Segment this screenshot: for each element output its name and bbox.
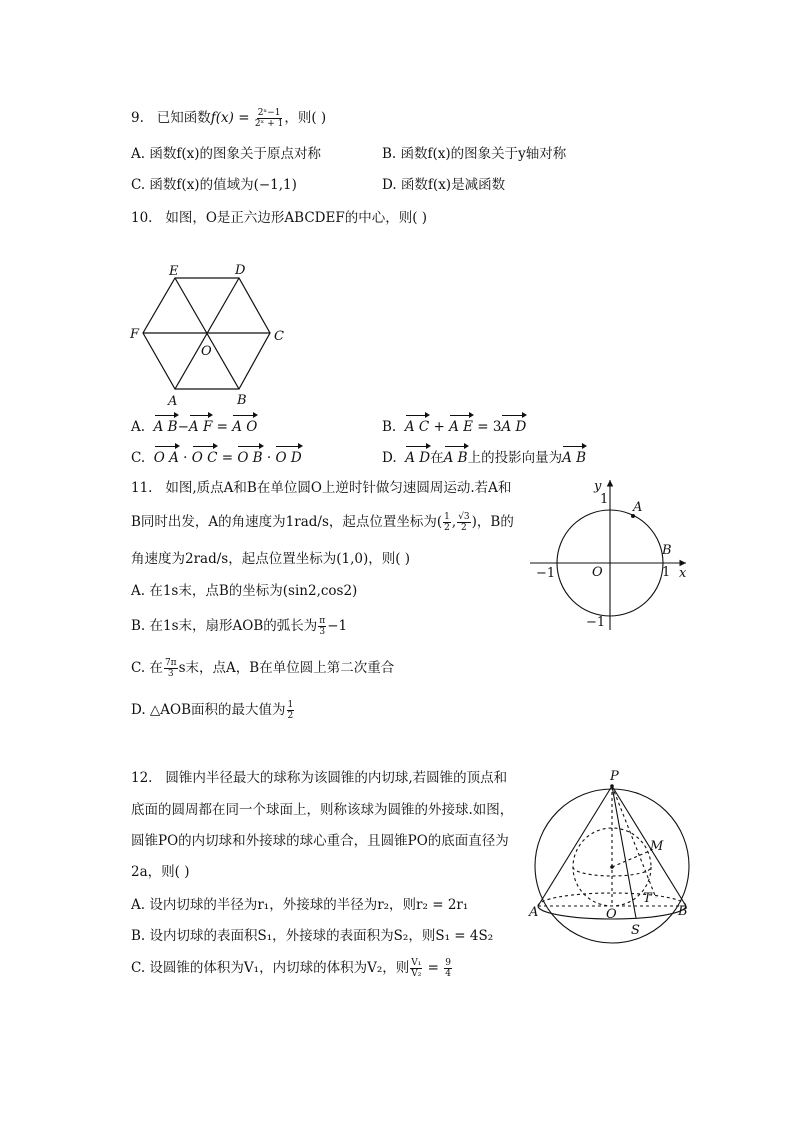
label-y: y [594, 479, 602, 494]
q11-line2-post: )，B的 [471, 514, 514, 530]
q11-d-pre: D. △AOB面积的最大值为 [131, 702, 286, 718]
q12-line1-text: 圆锥内半径最大的球称为该圆锥的内切球,若圆锥的顶点和 [165, 770, 508, 786]
vec-ab: A B [562, 445, 586, 468]
q11-line2-pre: B同时出发，A的角速度为1rad/s，起点位置坐标为( [131, 514, 443, 530]
frac-num: 7π [164, 658, 177, 668]
q11-c-pre: C. 在 [131, 660, 163, 676]
q11-stem-line3: 角速度为2rad/s，起点位置坐标为(1,0)，则( ) [131, 551, 411, 567]
frac-den: V₂ [411, 969, 422, 979]
q11-b-post: −1 [327, 618, 348, 634]
center-dot [610, 865, 614, 869]
label-a: A [529, 905, 539, 920]
q9-number: 9. [131, 110, 144, 126]
frac-num: 1 [287, 700, 294, 710]
q9-stem-text: 已知函数 [156, 110, 211, 126]
cone-sphere-figure [528, 766, 703, 946]
q10-option-b[interactable] [382, 414, 526, 437]
q10-option-a[interactable] [131, 414, 257, 437]
frac-one-half [287, 700, 295, 721]
frac-den: 4 [445, 969, 452, 979]
text-zai: 在 [430, 450, 444, 466]
frac-den: 2 [287, 711, 294, 721]
label-o: O [592, 565, 603, 580]
equals: = [423, 960, 444, 976]
q9-option-c[interactable]: C. 函数f(x)的值域为(−1,1) [131, 177, 297, 193]
q12-option-b[interactable]: B. 设内切球的表面积S₁，外接球的表面积为S₂，则S₁ = 4S₂ [131, 928, 494, 944]
q12-stem-line1 [131, 768, 507, 788]
q10-c-letter: C. [131, 450, 146, 466]
q10-b-letter: B. [382, 419, 397, 435]
equals: = [212, 419, 233, 435]
dot: · [178, 450, 192, 466]
label-s: S [631, 923, 640, 938]
label-o: O [606, 907, 617, 922]
q12-number: 12. [131, 770, 153, 786]
q11-option-c[interactable] [131, 658, 394, 679]
q11-b-pre: B. 在1s末，扇形AOB的弧长为 [131, 618, 318, 634]
q12-stem-line2: 底面的圆周都在同一个球面上，则称该球为圆锥的外接球.如图， [131, 802, 514, 818]
label-a: A [633, 500, 643, 515]
label-a: A [168, 394, 178, 408]
q12-option-a[interactable]: A. 设内切球的半径为r₁，外接球的半径为r₂，则r₂ = 2r₁ [131, 897, 469, 913]
vec-af: A F [189, 414, 212, 437]
q12-c-pre: C. 设圆锥的体积为V₁，内切球的体积为V₂，则 [131, 960, 410, 976]
q9-option-a[interactable]: A. 函数f(x)的图象关于原点对称 [131, 146, 321, 162]
vec-oc: O C [192, 445, 218, 468]
minus: − [177, 419, 189, 435]
label-e: E [169, 264, 179, 279]
q9-frac-den: 2ˣ + 1 [254, 119, 284, 129]
q11-number: 11. [131, 480, 153, 496]
q10-option-c[interactable] [131, 445, 302, 468]
frac-num: π [319, 616, 326, 626]
vec-ob: O B [237, 445, 262, 468]
q10-stem [131, 208, 427, 228]
plus: + [429, 419, 450, 435]
unit-circle-figure [528, 474, 698, 634]
frac-den: 2 [461, 523, 467, 533]
q11-option-b[interactable] [131, 616, 347, 637]
frac-pi-3 [318, 616, 326, 637]
q11-option-d[interactable] [131, 700, 295, 721]
q9-fx: f(x) [210, 110, 234, 126]
frac-num: 1 [444, 512, 450, 522]
comma: , [451, 514, 457, 530]
label-d: D [235, 263, 246, 278]
frac-den: 2 [444, 523, 450, 533]
q12-option-c[interactable] [131, 958, 453, 979]
text-projection: 上的投影向量为 [467, 450, 563, 466]
frac-7pi-3 [164, 658, 178, 679]
q11-stem-line2 [131, 512, 514, 533]
cone-side-pa [538, 786, 612, 906]
frac-num: √3 [458, 512, 470, 522]
vec-ab: A B [154, 414, 178, 437]
vec-ab: A B [444, 445, 468, 468]
vec-oa: O A [154, 445, 179, 468]
label-neg-one-left: −1 [536, 566, 556, 581]
q9-stem-post: ，则( ) [284, 110, 327, 126]
label-one-top: 1 [600, 492, 609, 507]
label-t: T [643, 891, 652, 906]
vec-ad: A D [405, 445, 430, 468]
label-p: P [610, 769, 619, 784]
frac-num: V₁ [411, 958, 422, 968]
q11-option-a[interactable]: A. 在1s末，点B的坐标为(sin2,cos2) [131, 583, 358, 599]
segment-om [612, 850, 652, 867]
q9-eq: = [233, 110, 254, 126]
equals: = [217, 450, 238, 466]
q9-option-d[interactable]: D. 函数f(x)是减函数 [382, 177, 506, 193]
frac-v1-v2 [410, 958, 422, 979]
label-m: M [650, 839, 664, 854]
label-o: O [201, 344, 212, 359]
label-one-right: 1 [662, 565, 671, 580]
q11-c-post: s末，点A，B在单位圆上第二次重合 [178, 660, 395, 676]
frac-sqrt3-half [457, 512, 470, 533]
q11-stem-line1 [131, 478, 511, 498]
label-f: F [130, 327, 140, 342]
frac-den: 3 [319, 627, 326, 637]
vec-ac: A C [405, 414, 429, 437]
vertex-p-dot [610, 784, 614, 788]
label-neg-one-bottom: −1 [586, 615, 606, 630]
q11-line1-text: 如图,质点A和B在单位圆O上逆时针做匀速圆周运动.若A和 [165, 480, 512, 496]
q9-frac-num: 2ˣ−1 [257, 108, 281, 118]
vec-ae: A E [449, 414, 473, 437]
vec-ao: A O [232, 414, 257, 437]
q9-option-b[interactable]: B. 函数f(x)的图象关于y轴对称 [382, 146, 567, 162]
label-b: B [237, 393, 247, 408]
frac-half [443, 512, 451, 533]
frac-num: 9 [445, 958, 452, 968]
frac-9-4 [444, 958, 452, 979]
q10-option-d[interactable] [382, 445, 586, 468]
frac-den: 3 [167, 669, 174, 679]
label-c: C [274, 329, 284, 344]
label-b: B [678, 904, 688, 919]
q9-stem [131, 108, 326, 129]
dot: · [262, 450, 276, 466]
q9-fraction [255, 108, 284, 129]
equals-3: = 3 [473, 419, 502, 435]
hexagon-figure [125, 258, 295, 408]
label-b: B [662, 543, 672, 558]
q10-stem-text: 如图，O是正六边形ABCDEF的中心，则( ) [165, 210, 428, 226]
q10-number: 10. [131, 210, 153, 226]
vec-od: O D [275, 445, 301, 468]
q10-d-letter: D. [382, 450, 397, 466]
q12-stem-line4: 2a，则( ) [131, 864, 190, 880]
q12-stem-line3: 圆锥PO的内切球和外接球的球心重合，且圆锥PO的底面直径为 [131, 833, 509, 849]
q10-a-letter: A. [131, 419, 146, 435]
label-x: x [679, 566, 687, 581]
vec-ad: A D [501, 414, 526, 437]
